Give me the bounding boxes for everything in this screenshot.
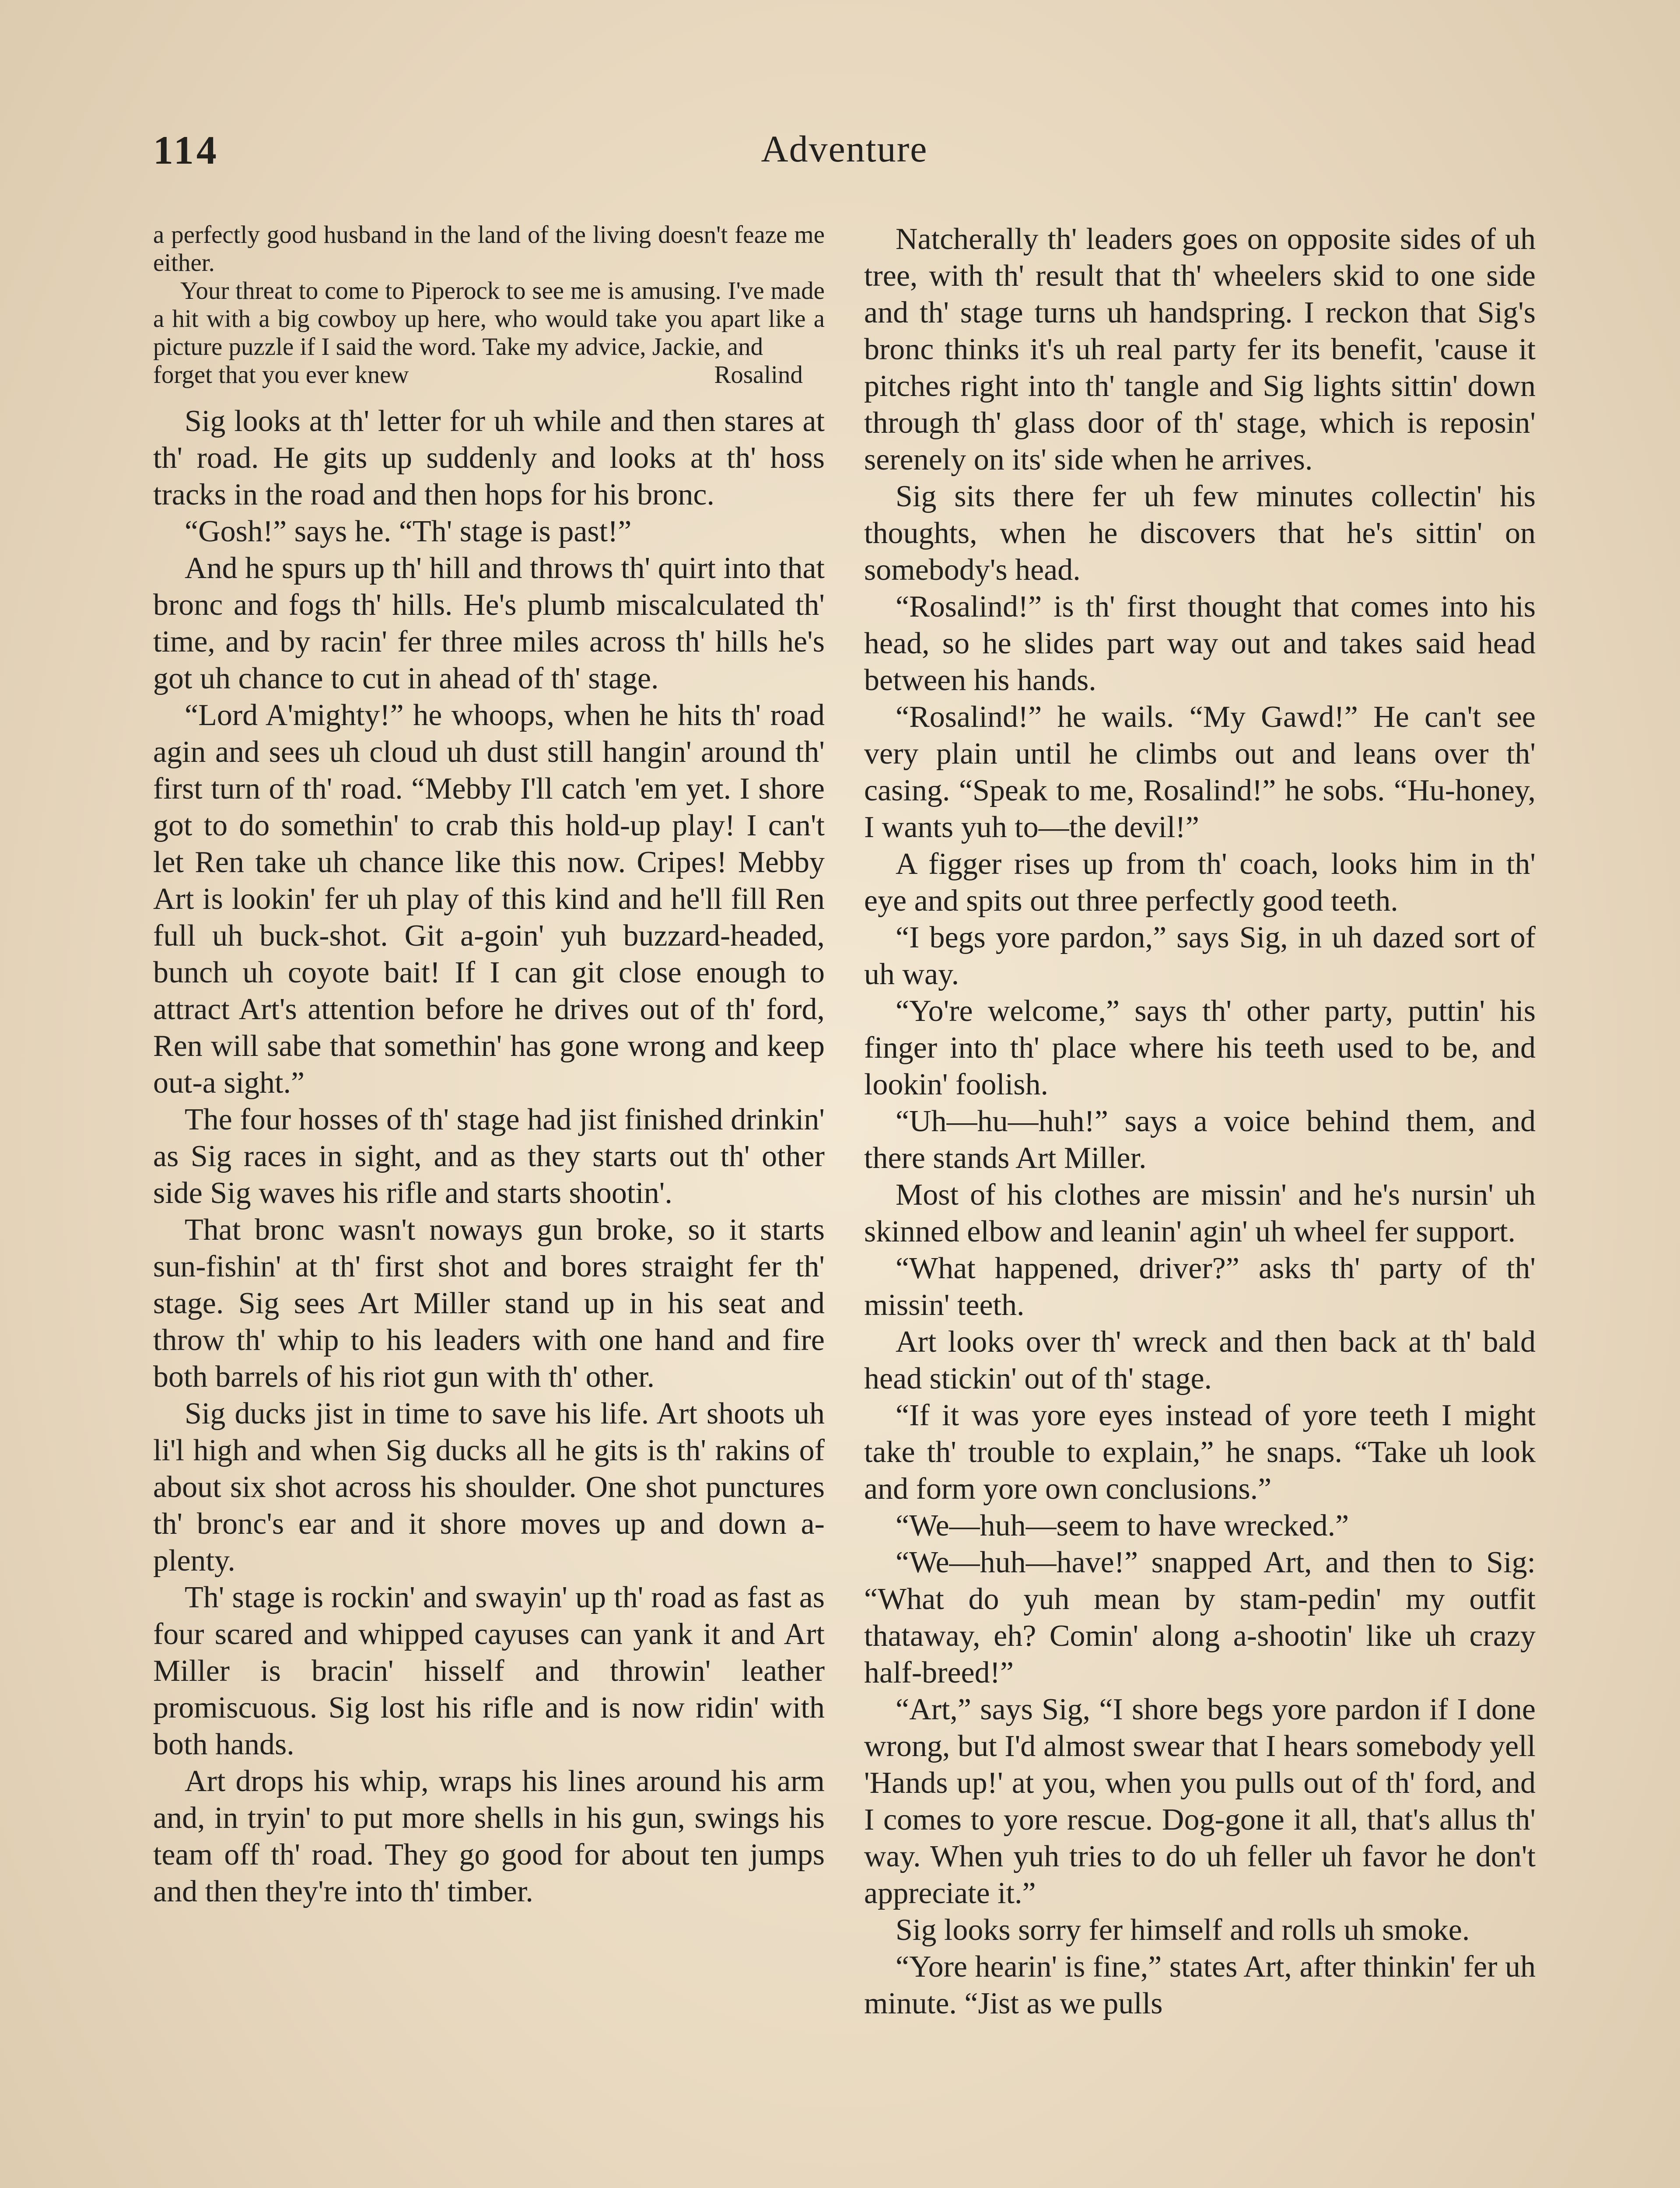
paragraph: “Rosalind!” he wails. “My Gawd!” He can't see very plain until he climbs out and leans over th' casing. “Speak to me, Rosalind!” he sobs. “Hu-honey, I wants yuh to—the devil!”: [864, 700, 1536, 844]
paragraph: Sig looks sorry fer himself and rolls uh smoke.: [896, 1913, 1470, 1947]
paragraph: “Art,” says Sig, “I shore begs yore pardon if I done wrong, but I'd almost swear that I hears somebody yell 'Hands up!' at you, when you pulls out of th' ford, and I comes to yore rescue. Dog-gone it all, that's allus th' way. When yuh tries to do uh feller uh favor he don't appreciate it.”: [864, 1693, 1536, 1910]
paragraph: The four hosses of th' stage had jist finished drinkin' as Sig races in sight, and as they starts out th' other side Sig waves his rifle and starts shootin'.: [153, 1103, 825, 1210]
paragraph: “Yore hearin' is fine,” states Art, after thinkin' fer uh minute. “Jist as we pulls: [864, 1950, 1536, 2020]
paragraph: Sig ducks jist in time to save his life. Art shoots uh li'l high and when Sig ducks all he gits is th' rakins of about six shot across his shoulder. One shot punctures th' bronc's ear and it shore moves up and down a-plenty.: [153, 1397, 825, 1578]
letter-closing: forget that you ever knew: [153, 361, 409, 389]
paragraph: “Lord A'mighty!” he whoops, when he hits th' road agin and sees uh cloud uh dust still hangin' around th' first turn of th' road. “Mebby I'll catch 'em yet. I shore got to do somethin' to crab this hold-up play! I can't let Ren take uh chance like this now. Cripes! Mebby Art is lookin' fer uh play of this kind and he'll fill Ren full uh buck-shot. Git a-goin' yuh buzzard-headed, bunch uh coyote bait! If I can git close enough to attract Art's attention before he drives out of th' ford, Ren will sabe that somethin' has gone wrong and keep out-a sight.”: [153, 698, 825, 1100]
paragraph: “Yo're welcome,” says th' other party, puttin' his finger into th' place where his teeth used to be, and lookin' foolish.: [864, 994, 1536, 1101]
paragraph: “If it was yore eyes instead of yore teeth I might take th' trouble to explain,” he snaps. “Take uh look and form yore own conclusions.”: [864, 1399, 1536, 1506]
letter-excerpt: [153, 221, 825, 389]
paragraph: “What happened, driver?” asks th' party of th' missin' teeth.: [864, 1252, 1536, 1322]
page-number: 114: [153, 128, 219, 172]
letter-closing-row: [153, 361, 825, 389]
right-body-text: [864, 221, 1536, 2022]
paragraph: “Gosh!” says he. “Th' stage is past!”: [185, 515, 632, 548]
paragraph: “We—huh—have!” snapped Art, and then to Sig: “What do yuh mean by stam-pedin' my outfit thataway, eh? Comin' along a-shootin' like uh crazy half-breed!”: [864, 1546, 1536, 1690]
paragraph: “I begs yore pardon,” says Sig, in uh dazed sort of uh way.: [864, 921, 1536, 991]
paragraph: And he spurs up th' hill and throws th' quirt into that bronc and fogs th' hills. He's plumb miscalculated th' time, and by racin' fer three miles across th' hills he's got uh chance to cut in ahead of th' stage.: [153, 551, 825, 695]
paragraph: “Uh—hu—huh!” says a voice behind them, and there stands Art Miller.: [864, 1105, 1536, 1175]
paragraph: Art looks over th' wreck and then back at th' bald head stickin' out of th' stage.: [864, 1325, 1536, 1396]
paragraph: “We—huh—seem to have wrecked.”: [896, 1509, 1349, 1543]
paragraph: “Rosalind!” is th' first thought that comes into his head, so he slides part way out and takes said head between his hands.: [864, 590, 1536, 697]
paragraph: A figger rises up from th' coach, looks him in th' eye and spits out three perfectly good teeth.: [864, 847, 1536, 918]
letter-line: a perfectly good husband in the land of the living doesn't feaze me either.: [153, 221, 825, 277]
paragraph: Sig sits there fer uh few minutes collectin' his thoughts, when he discovers that he's sittin' on somebody's head.: [864, 480, 1536, 587]
paragraph: Th' stage is rockin' and swayin' up th' road as fast as four scared and whipped cayuses can yank it and Art Miller is bracin' hisself and throwin' leather promiscuous. Sig lost his rifle and is now ridin' with both hands.: [153, 1581, 825, 1761]
right-column: [864, 221, 1536, 2022]
paragraph: That bronc wasn't noways gun broke, so it starts sun-fishin' at th' first shot and bores straight fer th' stage. Sig sees Art Miller stand up in his seat and throw th' whip to his leaders with one hand and fire both barrels of his riot gun with th' other.: [153, 1213, 825, 1394]
paragraph: Sig looks at th' letter for uh while and then stares at th' road. He gits up suddenly and looks at th' hoss tracks in the road and then hops for his bronc.: [153, 404, 825, 512]
paragraph: Natcherally th' leaders goes on opposite sides of uh tree, with th' result that th' wheelers skid to one side and th' stage turns uh handspring. I reckon that Sig's bronc thinks it's uh real party fer its benefit, 'cause it pitches right into th' tangle and Sig lights sittin' down through th' glass door of th' stage, which is reposin' serenely on its' side when he arrives.: [864, 222, 1536, 477]
running-title: Adventure: [761, 128, 928, 170]
page-header: [153, 127, 1536, 193]
paragraph: Most of his clothes are missin' and he's nursin' uh skinned elbow and leanin' agin' uh wheel fer support.: [864, 1178, 1536, 1248]
left-column: [153, 221, 825, 1910]
letter-paragraph: Your threat to come to Piperock to see me is amusing. I've made a hit with a big cowboy up here, who would take you apart like a picture puzzle if I said the word. Take my advice, Jackie, and: [153, 277, 825, 361]
left-body-text: [153, 403, 825, 1910]
paragraph: Art drops his whip, wraps his lines around his arm and, in tryin' to put more shells in his gun, swings his team off th' road. They go good for about ten jumps and then they're into th' timber.: [153, 1764, 825, 1908]
letter-signature: Rosalind: [714, 361, 803, 389]
